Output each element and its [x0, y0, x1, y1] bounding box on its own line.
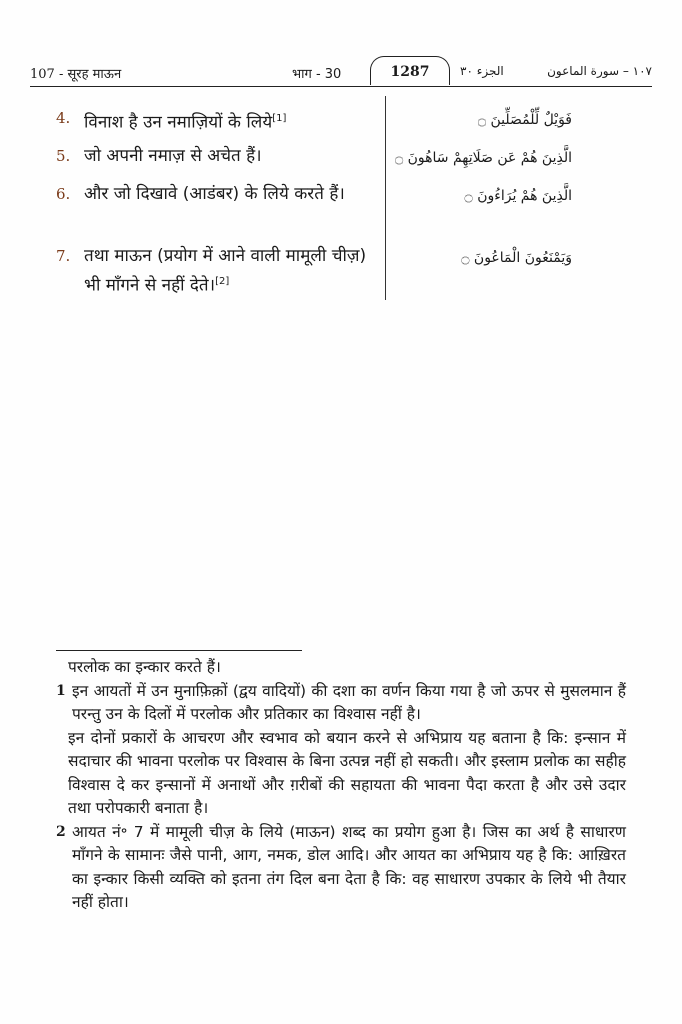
footnote-1-continued	[56, 727, 626, 821]
verse-text: और जो दिखावे (आडंबर) के लिये करते हैं।	[84, 184, 345, 204]
footnote-ref[interactable]: [2]	[215, 276, 230, 287]
footnote-1	[56, 680, 626, 727]
verse-text: जो अपनी नमाज़ से अचेत हैं।	[84, 146, 262, 166]
arabic-verse-7: وَيَمْنَعُونَ الْمَاعُونَ ۝	[461, 250, 572, 266]
footnote-rule	[56, 650, 302, 651]
surah-title-arabic: ١٠٧ – سورة الماعون	[547, 64, 652, 78]
footnotes	[56, 656, 626, 915]
footnote-number: 1	[56, 682, 66, 699]
footnote-ref[interactable]: [1]	[272, 113, 287, 124]
part-label: भाग - 30	[292, 67, 342, 82]
verse-text: तथा माऊन (प्रयोग में आने वाली मामूली चीज़) भी माँगने से नहीं देते।	[84, 246, 367, 296]
footnote-text: आयत नं॰ 7 में मामूली चीज़ के लिये (माऊन) शब्द का प्रयोग हुआ है। जिस का अर्थ है साधारण माँगने के सामानः जैसे पानी, आग, नमक, डोल आदि। और आयत का अभिप्राय यह है कि: आख़िरत का इन्कार किसी व्यक्ति को इतना तंग दिल बना देता है कि: वह साधारण उपकार के लिये भी तैयार नहीं होता।	[72, 822, 626, 911]
footnote-number: 2	[56, 823, 66, 840]
verse-4	[56, 106, 376, 136]
arabic-verse-5: الَّذِينَ هُمْ عَن صَلَاتِهِمْ سَاهُونَ ۝	[394, 150, 572, 166]
footnote-text: इन आयतों में उन मुनाफ़िक़ों (द्वय वादियों) की दशा का वर्णन किया गया है जो ऊपर से मुसलमान हैं परन्तु उन के दिलों में परलोक और प्रतिकार का विश्वास नहीं है।	[72, 681, 626, 723]
footnote-continuation: परलोक का इन्कार करते हैं।	[68, 658, 221, 676]
arabic-verse-6: الَّذِينَ هُمْ يُرَاءُونَ ۝	[464, 188, 572, 204]
page-header	[30, 56, 652, 86]
footnote-2	[56, 821, 626, 915]
verse-number: 6.	[56, 185, 71, 203]
footnote-text: इन दोनों प्रकारों के आचरण और स्वभाव को बयान करने से अभिप्राय यह बताना है कि: इन्सान में सदाचार की भावना परलोक पर विश्वास के बिना उत्पन्न नहीं हो सकती। और इस्लाम प्रलोक का सहीह विश्वास दे कर इन्सानों में अनाथों और ग़रीबों की सहायता की भावना पैदा करता है और उसे उदार तथा परोपकारी बनाता है।	[68, 728, 626, 817]
verse-number: 7.	[56, 247, 71, 265]
verse-6	[56, 182, 376, 207]
verse-number: 4.	[56, 109, 71, 127]
juz-label-arabic: الجزء ٣٠	[460, 64, 504, 78]
header-rule	[30, 86, 652, 87]
verse-7	[56, 244, 376, 299]
column-divider	[385, 96, 386, 300]
verse-text: विनाश है उन नमाज़ियों के लिये	[84, 112, 273, 133]
surah-title: 107 - सूरह माऊन	[30, 67, 122, 82]
verse-number: 5.	[56, 147, 71, 165]
verse-5	[56, 144, 376, 169]
arabic-verse-4: فَوَيْلٌ لِّلْمُصَلِّينَ ۝	[477, 112, 572, 128]
page-number: 1287	[370, 56, 450, 85]
